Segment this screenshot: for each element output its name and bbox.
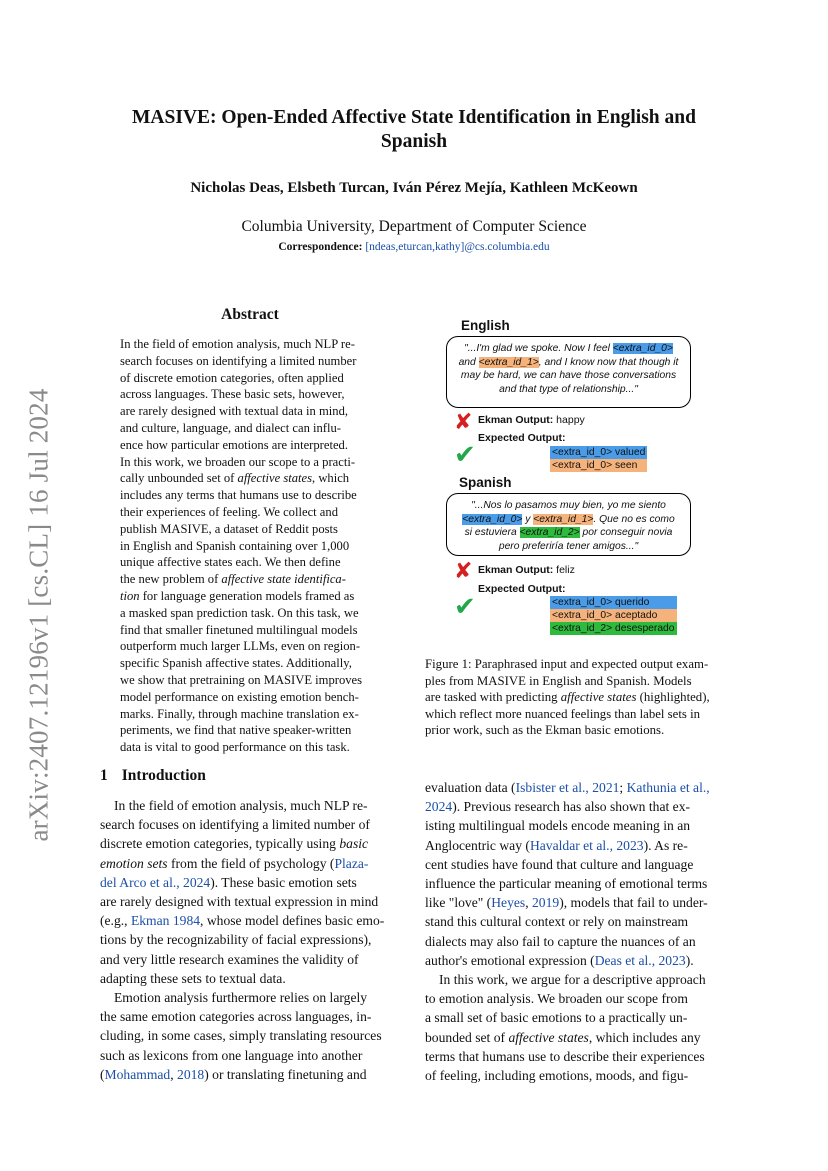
body-line: and very little research examines the validity of xyxy=(100,951,359,967)
abstract-heading: Abstract xyxy=(221,306,279,323)
citation-link[interactable]: Plaza- xyxy=(334,855,369,871)
arxiv-id: arXiv:2407.12196v1 [cs.CL] 16 Jul 2024 xyxy=(23,388,54,842)
body-line: a small set of basic emotions to a practically un- xyxy=(425,1010,688,1026)
body-line: terms that humans use to describe their experiences xyxy=(425,1048,705,1064)
citation-link[interactable]: Deas et al., 2023 xyxy=(594,952,686,968)
abstract-line: of discrete emotion categories, often applied xyxy=(120,370,344,385)
abstract-line: cally unbounded set of affective states, which xyxy=(120,471,350,486)
caption-line: which reflect more nuanced feelings than label sets in xyxy=(425,706,701,721)
expected-item: <extra_id_2> desesperado xyxy=(552,623,675,634)
citation-link[interactable]: del Arco et al., 2024 xyxy=(100,874,211,890)
citation-link[interactable]: Mohammad xyxy=(104,1066,171,1082)
abstract-line: periments, we find that native speaker-written xyxy=(120,723,352,738)
spanish-ekman-output: Ekman Output: feliz xyxy=(478,564,575,576)
arxiv-stamp xyxy=(14,375,64,855)
english-expected-label: Expected Output: xyxy=(478,432,566,444)
affiliation: Columbia University, Department of Computer Science xyxy=(241,218,587,235)
body-line: (e.g., Ekman 1984, whose model defines basic emo- xyxy=(100,913,385,929)
body-line: dialects may also fail to capture the nuances of an xyxy=(425,933,696,949)
section-title: Introduction xyxy=(121,767,206,784)
abstract-line: are rarely designed with textual data in mind, xyxy=(120,404,349,419)
abstract-line: in English and Spanish containing over 1,000 xyxy=(120,538,350,553)
body-line: Anglocentric way (Havaldar et al., 2023). As re- xyxy=(425,837,688,853)
figure-caption xyxy=(425,656,731,739)
body-line: 2024). Previous research has also shown that ex- xyxy=(425,799,691,815)
title-line-2: Spanish xyxy=(380,131,448,152)
abstract-line: In the field of emotion analysis, much NLP re- xyxy=(120,337,355,351)
english-label: English xyxy=(461,318,510,333)
section-heading xyxy=(100,767,206,785)
abstract-line: model performance on existing emotion bench- xyxy=(120,689,359,704)
citation-link[interactable]: 2024 xyxy=(425,799,453,815)
body-line: Emotion analysis furthermore relies on largely xyxy=(114,990,368,1006)
abstract-line: publish MASIVE, a dataset of Reddit posts xyxy=(120,521,338,536)
abstract-line: outperform much larger LLMs, even on region- xyxy=(120,639,361,654)
citation-link[interactable]: Havaldar et al., 2023 xyxy=(529,837,644,853)
citation-link[interactable]: Isbister et al., 2021 xyxy=(515,780,620,795)
intro-right-column xyxy=(425,778,731,1085)
body-line: influence the particular meaning of emotional terms xyxy=(425,876,708,892)
expected-item: <extra_id_0> aceptado xyxy=(550,609,677,622)
cross-mark-icon: ✘ xyxy=(454,410,473,435)
abstract-line: find that smaller finetuned multilingual models xyxy=(120,622,358,637)
abstract-line: a masked span prediction task. On this task, we xyxy=(120,605,359,620)
body-line: of feeling, including emotions, moods, and figu- xyxy=(425,1068,689,1084)
paper-title xyxy=(110,106,718,154)
english-expected-list xyxy=(550,446,647,472)
abstract-line: specific Spanish affective states. Additionally, xyxy=(120,656,352,671)
authors: Nicholas Deas, Elsbeth Turcan, Iván Pérez Mejía, Kathleen McKeown xyxy=(190,180,638,196)
abstract-line: their experiences of feeling. We collect and xyxy=(120,504,338,519)
body-line: emotion sets from the field of psychology (Plaza- xyxy=(100,855,369,871)
mask-token: <extra_id_0> xyxy=(612,343,673,354)
abstract-body xyxy=(120,336,380,756)
check-mark-icon: ✔ xyxy=(454,592,476,622)
mask-token: <extra_id_1> xyxy=(533,513,594,525)
body-line: del Arco et al., 2024). These basic emotion sets xyxy=(100,874,357,890)
abstract-line: marks. Finally, through machine translation ex- xyxy=(120,706,359,721)
body-line: evaluation data (Isbister et al., 2021; Kathunia et al., xyxy=(425,780,710,795)
body-line: In the field of emotion analysis, much NLP re- xyxy=(114,798,368,813)
abstract-line: across languages. These basic sets, however, xyxy=(120,387,345,402)
body-line: bounded set of affective states, which includes any xyxy=(425,1029,701,1045)
body-line: (Mohammad, 2018) or translating finetuning and xyxy=(100,1066,367,1082)
spanish-expected-label: Expected Output: xyxy=(478,583,566,595)
citation-link[interactable]: 2018 xyxy=(177,1066,205,1082)
cross-mark-icon: ✘ xyxy=(454,559,473,584)
citation-link[interactable]: 2019 xyxy=(532,895,560,911)
citation-link[interactable]: Heyes xyxy=(491,895,526,911)
body-line: are rarely designed with textual expression in mind xyxy=(100,894,379,910)
abstract-line: unique affective states each. We then define xyxy=(120,555,341,570)
check-mark-icon: ✔ xyxy=(454,440,476,470)
body-line: to emotion analysis. We broaden our scope from xyxy=(425,991,688,1007)
abstract-line: data is vital to good performance on this task. xyxy=(120,740,350,755)
abstract-line: In this work, we broaden our scope to a practi- xyxy=(120,454,356,469)
mask-token: <extra_id_1> xyxy=(478,356,539,368)
caption-line: prior work, such as the Ekman basic emotions. xyxy=(425,723,665,738)
correspondence-email[interactable]: [ndeas,eturcan,kathy]@cs.columbia.edu xyxy=(365,241,550,253)
expected-item: <extra_id_0> valued xyxy=(552,447,646,458)
caption-line: Figure 1: Paraphrased input and expected output exam- xyxy=(425,657,709,671)
abstract-line: the new problem of affective state identifica- xyxy=(120,572,346,587)
body-line: tions by the recognizability of facial expressions), xyxy=(100,932,372,948)
body-line: cent studies have found that culture and language xyxy=(425,856,694,872)
correspondence xyxy=(110,241,718,253)
body-line: such as lexicons from one language into another xyxy=(100,1047,363,1063)
body-line: adapting these sets to textual data. xyxy=(100,970,286,986)
body-line: like "love" (Heyes, 2019), models that fail to under- xyxy=(425,895,708,911)
body-line: author's emotional expression (Deas et al., 2023). xyxy=(425,952,694,968)
caption-line: ples from MASIVE in English and Spanish. Models xyxy=(425,673,692,688)
english-text-bubble: "...I'm glad we spoke. Now I feel <extra_id_0> and <extra_id_1>, and I know now that though it may be hard, we can have those conversations and that type of relationship..." xyxy=(446,336,691,408)
mask-token: <extra_id_0> xyxy=(462,513,523,525)
mask-token: <extra_id_2> xyxy=(519,527,580,539)
body-line: the same emotion categories across languages, in- xyxy=(100,1009,372,1025)
abstract-line: search focuses on identifying a limited number xyxy=(120,353,357,368)
title-line-1: MASIVE: Open-Ended Affective State Identification in English and xyxy=(132,107,696,128)
body-line: search focuses on identifying a limited number of xyxy=(100,817,370,833)
citation-link[interactable]: Ekman 1984 xyxy=(130,913,201,929)
english-ekman-output: Ekman Output: happy xyxy=(478,414,585,426)
abstract-line: and culture, language, and dialect can influ- xyxy=(120,420,341,435)
body-line: cluding, in some cases, simply translating resources xyxy=(100,1028,382,1044)
body-line: In this work, we argue for a descriptive approach xyxy=(439,972,706,988)
spanish-text-bubble: "...Nos lo pasamos muy bien, yo me siento <extra_id_0> y <extra_id_1>. Que no es como si estuviera <extra_id_2> por conseguir novia pero preferiría tener amigos..." xyxy=(446,493,691,556)
citation-link[interactable]: Kathunia et al., xyxy=(626,780,710,795)
expected-item: <extra_id_0> seen xyxy=(550,459,647,472)
abstract-line: includes any terms that humans use to describe xyxy=(120,488,357,503)
abstract-line: we show that pretraining on MASIVE improves xyxy=(120,672,363,687)
correspondence-label: Correspondence: xyxy=(278,241,363,253)
section-number: 1 xyxy=(100,767,108,784)
expected-item: <extra_id_0> querido xyxy=(550,596,677,609)
intro-left-column xyxy=(100,796,404,1084)
body-line: isting multilingual models encode meaning in an xyxy=(425,818,691,834)
spanish-expected-list xyxy=(550,596,677,635)
caption-line: are tasked with predicting affective states (highlighted), xyxy=(425,690,710,705)
abstract-line: ence how particular emotions are interpreted. xyxy=(120,437,348,452)
abstract-line: tion for language generation models framed as xyxy=(120,588,355,603)
body-line: discrete emotion categories, typically using basic xyxy=(100,836,369,852)
spanish-label: Spanish xyxy=(459,475,512,490)
body-line: stand this cultural context or rely on mainstream xyxy=(425,914,689,930)
